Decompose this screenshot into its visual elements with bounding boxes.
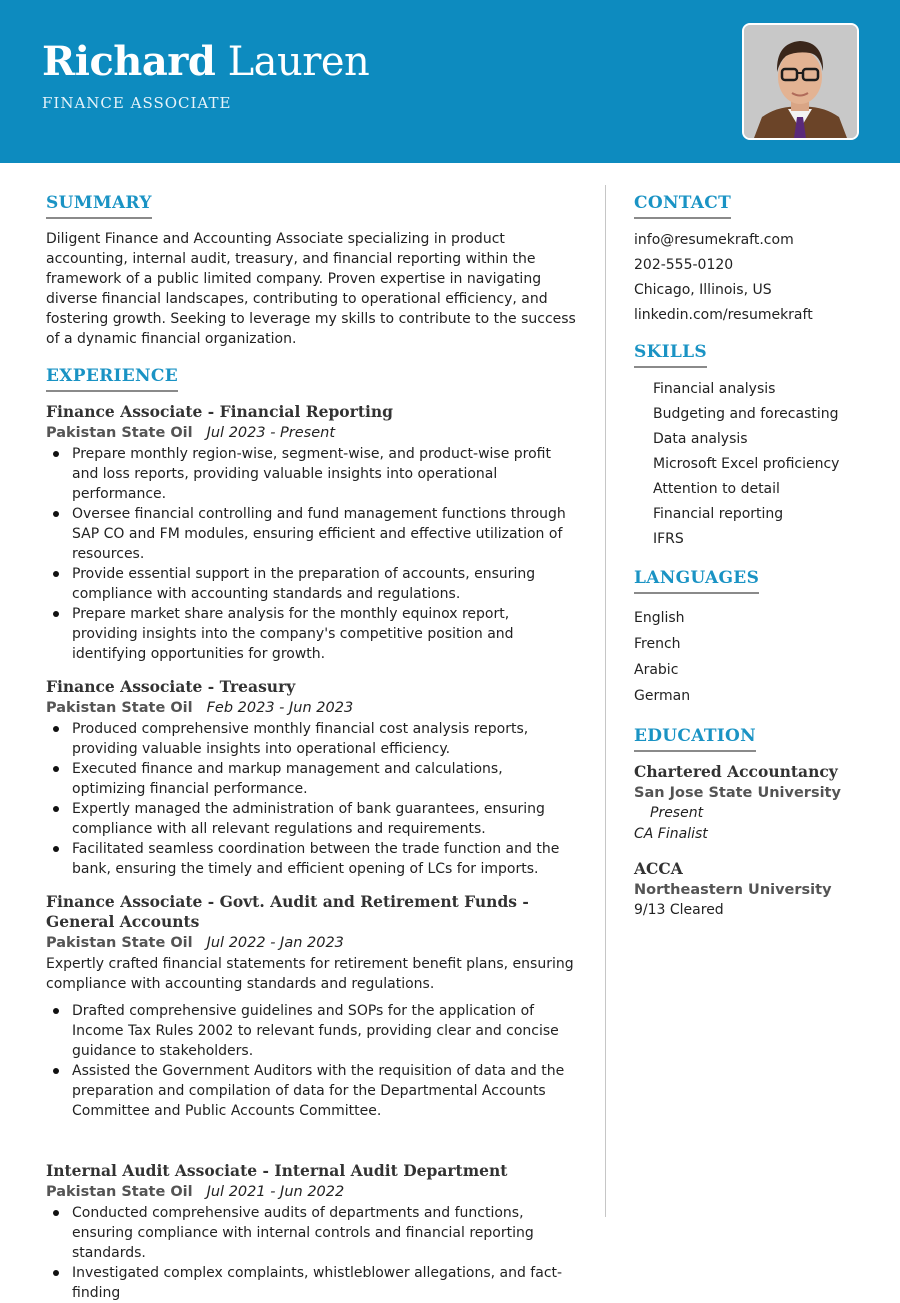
bullet-item: Oversee financial controlling and fund management functions through SAP CO and FM modules, ensuring efficient and effective utilization of resources. [72,504,576,564]
job-meta [46,422,576,444]
job-bullets [46,1203,576,1303]
summary-heading: SUMMARY [46,193,152,219]
contact-heading: CONTACT [634,193,731,219]
job-dates: Jul 2022 - Jan 2023 [206,935,344,951]
experience-entry [46,1161,576,1303]
skill-item: Budgeting and forecasting [653,406,839,422]
company-name: Pakistan State Oil [46,700,193,716]
education-date: Present [650,805,704,821]
skills-heading: SKILLS [634,342,707,368]
candidate-name [42,38,369,85]
job-meta [46,697,576,719]
job-title-line: Finance Associate - Govt. Audit and Retirement Funds - General Accounts [46,892,529,931]
bullet-item: Facilitated seamless coordination between the trade function and the bank, ensuring the timely and efficient opening of LCs for imports. [72,839,576,879]
degree-name: ACCA [634,859,683,878]
contact-email[interactable]: info@resumekraft.com [634,232,794,248]
job-dates: Feb 2023 - Jun 2023 [206,700,354,716]
right-column [634,193,874,921]
school-name: Northeastern University [634,882,832,898]
language-item: French [634,636,681,652]
skill-item: Attention to detail [653,481,780,497]
skill-item: Microsoft Excel proficiency [653,456,840,472]
header-banner [0,0,900,163]
education-note: 9/13 Cleared [634,902,724,918]
degree-name: Chartered Accountancy [634,762,838,781]
language-item: English [634,610,685,626]
profile-photo [742,23,859,140]
bullet-item: Produced comprehensive monthly financial cost analysis reports, providing valuable insights into operational efficiency. [72,719,576,759]
contact-location: Chicago, Illinois, US [634,282,772,298]
job-bullets [46,1001,576,1121]
contact-linkedin[interactable]: linkedin.com/resumekraft [634,307,813,323]
bullet-item: Conducted comprehensive audits of departments and functions, ensuring compliance with internal controls and financial reporting standards. [72,1203,576,1263]
experience-entry [46,677,576,879]
job-bullets [46,719,576,879]
job-title-line: Finance Associate - Treasury [46,677,296,696]
bullet-item: Provide essential support in the preparation of accounts, ensuring compliance with accounting standards and regulations. [72,564,576,604]
bullet-item: Assisted the Government Auditors with the requisition of data and the preparation and compilation of data for the Departmental Accounts Committee and Public Accounts Committee. [72,1061,576,1121]
job-bullets [46,444,576,664]
company-name: Pakistan State Oil [46,1184,193,1200]
skill-item: IFRS [653,531,684,547]
first-name: Richard [42,38,216,85]
skill-item: Data analysis [653,431,748,447]
company-name: Pakistan State Oil [46,425,193,441]
job-meta [46,932,576,954]
experience-heading: EXPERIENCE [46,366,178,392]
last-name: Lauren [227,39,370,85]
education-note: CA Finalist [634,826,708,842]
bullet-item: Investigated complex complaints, whistleblower allegations, and fact-finding [72,1263,576,1303]
skill-item: Financial analysis [653,381,776,397]
job-dates: Jul 2021 - Jun 2022 [206,1184,345,1200]
experience-entry [46,402,576,664]
company-name: Pakistan State Oil [46,935,193,951]
skills-list [634,377,874,552]
job-title-line: Finance Associate - Financial Reporting [46,402,393,421]
bullet-item: Expertly managed the administration of bank guarantees, ensuring compliance with all relevant regulations and requirements. [72,799,576,839]
language-item: German [634,688,691,704]
bullet-item: Executed finance and markup management and calculations, optimizing financial performance. [72,759,576,799]
education-heading: EDUCATION [634,726,756,752]
languages-heading: LANGUAGES [634,568,759,594]
job-title: FINANCE ASSOCIATE [42,94,232,112]
job-dates: Jul 2023 - Present [206,425,336,441]
school-name: San Jose State University [634,785,841,801]
education-entry [634,761,874,845]
person-portrait-icon [744,25,857,138]
bullet-item: Prepare monthly region-wise, segment-wise, and product-wise profit and loss reports, providing valuable insights into operational performance. [72,444,576,504]
language-item: Arabic [634,662,679,678]
education-entry [634,858,874,921]
languages-list [634,605,874,709]
job-intro: Expertly crafted financial statements for retirement benefit plans, ensuring compliance with accounting standards and regulations. [46,956,574,992]
bullet-item: Drafted comprehensive guidelines and SOPs for the application of Income Tax Rules 2002 to relevant funds, providing clear and concise guidance to stakeholders. [72,1001,576,1061]
experience-entry [46,892,576,1121]
bullet-item: Prepare market share analysis for the monthly equinox report, providing insights into the company's competitive position and identifying opportunities for growth. [72,604,576,664]
skill-item: Financial reporting [653,506,784,522]
job-title-line: Internal Audit Associate - Internal Audit Department [46,1161,508,1180]
column-divider [605,185,606,1217]
summary-text: Diligent Finance and Accounting Associate specializing in product accounting, internal audit, treasury, and financial reporting within the framework of a public limited company. Proven expertise in navigating diverse financial landscapes, contributing to operational efficiency, and fostering growth. Seeking to leverage my skills to contribute to the success of a dynamic financial organization. [46,231,576,347]
left-column [46,193,576,1303]
contact-phone: 202-555-0120 [634,257,734,273]
job-meta [46,1181,576,1203]
